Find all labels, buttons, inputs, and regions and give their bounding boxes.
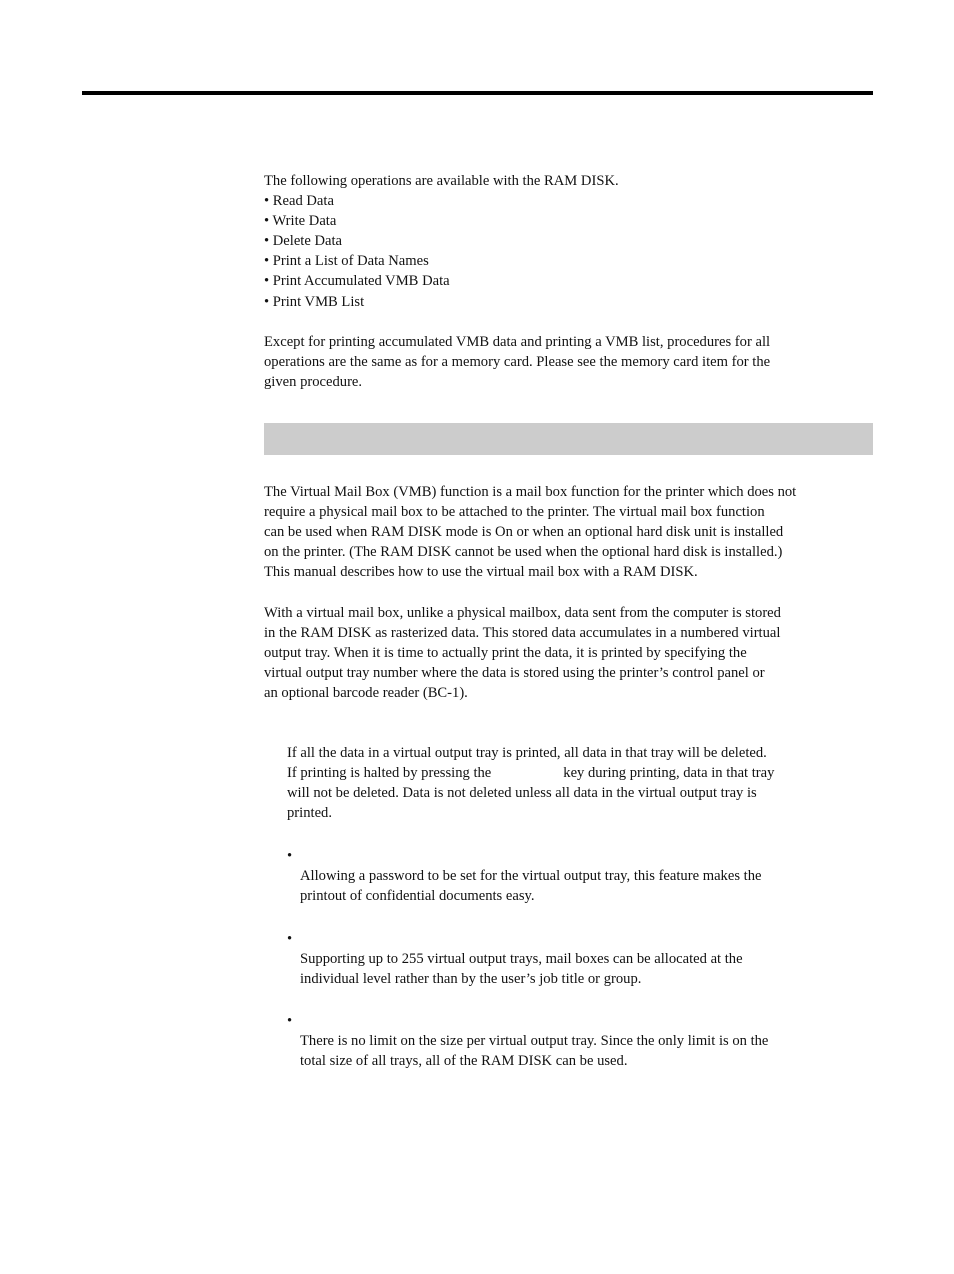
header-rule <box>82 91 873 95</box>
paragraph-line: operations are the same as for a memory card. Please see the memory card item for the <box>264 354 771 371</box>
note-line <box>287 763 877 783</box>
note-paragraph <box>287 743 877 823</box>
paragraph-line: output tray. When it is time to actually print the data, it is printed by specifying the <box>264 645 747 662</box>
note-line-start: If printing is halted by pressing the <box>287 765 492 782</box>
operation-list-item: • Read Data <box>264 193 334 210</box>
operation-list-item: • Delete Data <box>264 233 343 250</box>
note-line: will not be deleted. Data is not deleted unless all data in the virtual output tray is <box>287 785 757 802</box>
note-line-end: key during printing, data in that tray <box>563 765 775 782</box>
feature-line: Supporting up to 255 virtual output trays, mail boxes can be allocated at the <box>300 951 743 967</box>
paragraph-line: in the RAM DISK as rasterized data. This stored data accumulates in a numbered virtual <box>264 625 781 642</box>
feature-line: There is no limit on the size per virtual output tray. Since the only limit is on the <box>300 1033 769 1049</box>
operation-list-item: • Print VMB List <box>264 293 365 310</box>
paragraph-line: an optional barcode reader (BC-1). <box>264 685 468 702</box>
paragraph-line: given procedure. <box>264 374 363 391</box>
feature-description <box>300 866 870 906</box>
intro-section <box>264 171 874 312</box>
feature-line: total size of all trays, all of the RAM DISK can be used. <box>300 1053 628 1070</box>
paragraph-line: Except for printing accumulated VMB data and printing a VMB list, procedures for all <box>264 334 771 350</box>
paragraph-line: can be used when RAM DISK mode is On or when an optional hard disk unit is installed <box>264 524 784 541</box>
bullet-mark: • <box>287 931 293 947</box>
operation-list-item: • Print Accumulated VMB Data <box>264 273 450 290</box>
vmb-storage-paragraph <box>264 603 874 703</box>
bullet-mark: • <box>287 848 293 864</box>
paragraph-line: virtual output tray number where the data is stored using the printer’s control panel or <box>264 665 765 682</box>
feature-description <box>300 949 870 989</box>
intro-lead: The following operations are available with the RAM DISK. <box>264 173 619 189</box>
feature-line: individual level rather than by the user’s job title or group. <box>300 971 642 988</box>
except-paragraph <box>264 332 874 392</box>
operation-list-item: • Print a List of Data Names <box>264 253 429 270</box>
paragraph-line: This manual describes how to use the virtual mail box with a RAM DISK. <box>264 564 698 581</box>
paragraph-line: With a virtual mail box, unlike a physical mailbox, data sent from the computer is stored <box>264 605 781 621</box>
vmb-description-paragraph <box>264 482 874 582</box>
paragraph-line: The Virtual Mail Box (VMB) function is a mail box function for the printer which does not <box>264 484 797 500</box>
operation-list-item: • Write Data <box>264 213 337 230</box>
note-line: printed. <box>287 805 332 822</box>
paragraph-line: on the printer. (The RAM DISK cannot be used when the optional hard disk is installed.) <box>264 544 783 561</box>
bullet-mark: • <box>287 1013 293 1029</box>
feature-line: printout of confidential documents easy. <box>300 888 535 905</box>
feature-description <box>300 1031 870 1071</box>
paragraph-line: require a physical mail box to be attached to the printer. The virtual mail box function <box>264 504 765 521</box>
feature-line: Allowing a password to be set for the virtual output tray, this feature makes the <box>300 868 762 884</box>
note-line: If all the data in a virtual output tray is printed, all data in that tray will be deleted. <box>287 745 767 761</box>
section-heading-bar <box>264 423 873 455</box>
